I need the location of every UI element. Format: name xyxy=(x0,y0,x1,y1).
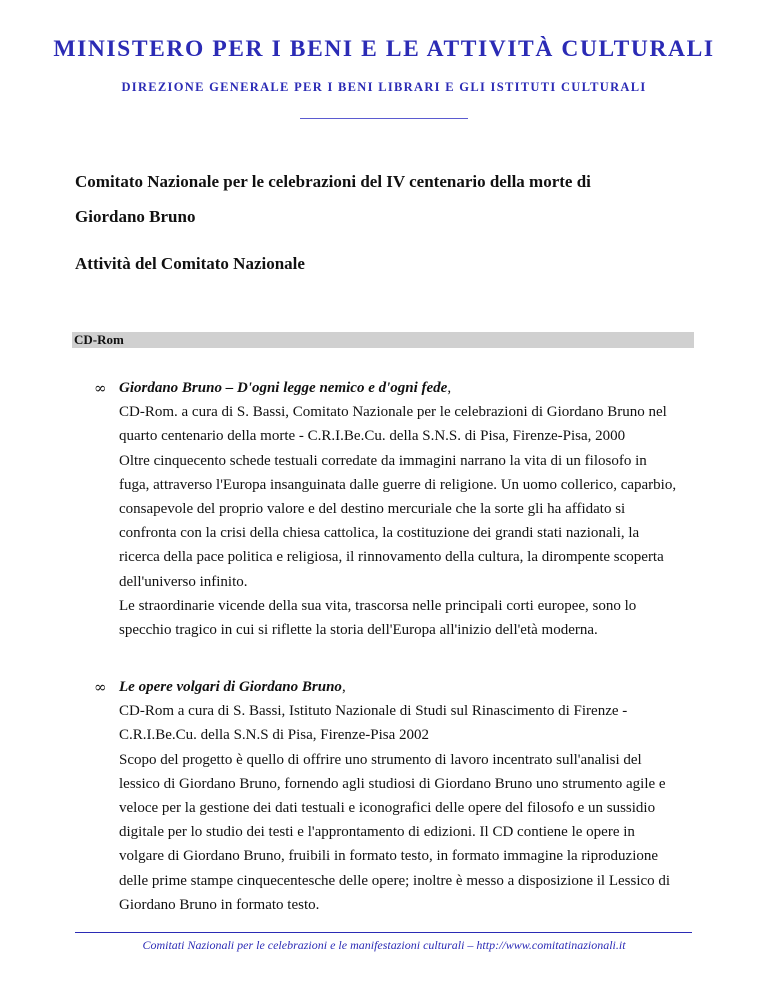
entry-line: fuga, attraverso l'Europa insanguinata dalle guerre di religione. Un uomo collerico, caparbio, xyxy=(119,476,677,493)
entry-line: specchio tragico in cui si riflette la storia dell'Europa all'inizio dell'età moderna. xyxy=(119,622,598,639)
entry-line: ricerca della pace politica e religiosa, il rinnovamento della cultura, la dirompente scoperta xyxy=(119,549,664,566)
section-label: CD-Rom xyxy=(74,332,124,347)
entry-body xyxy=(119,400,709,642)
direction-subheading: DIREZIONE GENERALE PER I BENI LIBRARI E GLI ISTITUTI CULTURALI xyxy=(121,80,647,94)
header-divider xyxy=(300,118,468,119)
entry-line: consapevole del proprio valore e del destino mercuriale che la sorte gli ha affidato si xyxy=(119,501,626,517)
entry-line: C.R.I.Be.Cu. della S.N.S di Pisa, Firenze-Pisa 2002 xyxy=(119,727,429,744)
entry-line: delle prime stampe cinquecentesche delle opere; inoltre è messo a disposizione il Lessico di xyxy=(119,872,671,889)
infinity-bullet-icon: ∞ xyxy=(94,678,107,696)
entry-line: Oltre cinquecento schede testuali corredate da immagini narrano la vita di un filosofo in xyxy=(119,452,647,469)
entry-line: confronta con la crisi della chiesa cattolica, la costituzione dei grandi stati nazionali, la xyxy=(119,525,640,542)
entry-line: digitale per lo studio dei testi e l'approntamento di edizioni. Il CD contiene le opere in xyxy=(119,824,635,841)
entry-line: CD-Rom a cura di S. Bassi, Istituto Nazionale di Studi sul Rinascimento di Firenze - xyxy=(119,703,628,720)
activity-heading: Attività del Comitato Nazionale xyxy=(75,254,305,273)
entry-line: Scopo del progetto è quello di offrire uno strumento di lavoro incentrato sull'analisi del xyxy=(119,751,642,768)
committee-title-line-1: Comitato Nazionale per le celebrazioni del IV centenario della morte di xyxy=(75,172,591,191)
entry-title-text: Le opere volgari di Giordano Bruno xyxy=(119,679,342,695)
entry-line: volgare di Giordano Bruno, fruibili in formato testo, in formato immagine la riproduzione xyxy=(119,848,659,865)
entry-line: lessico di Giordano Bruno, fornendo agli studiosi di Giordano Bruno uno strumento agile e xyxy=(119,775,666,792)
committee-title xyxy=(75,164,715,234)
entry-title-text: Giordano Bruno – D'ogni legge nemico e d'ogni fede xyxy=(119,380,448,396)
infinity-bullet-icon: ∞ xyxy=(94,379,107,397)
entry-title xyxy=(119,376,719,400)
entry-line: veloce per la gestione dei dati testuali e iconografici delle opere del filosofo e un sussidio xyxy=(119,800,656,816)
section-bar-cdrom xyxy=(72,332,694,348)
entry-title-punct: , xyxy=(341,679,346,695)
entry-line: Giordano Bruno in formato testo. xyxy=(119,896,320,913)
ministry-heading: MINISTERO PER I BENI E LE ATTIVITÀ CULTURALI xyxy=(53,36,715,62)
entry-body xyxy=(119,699,709,917)
entry-line: dell'universo infinito. xyxy=(119,573,248,590)
footer-text: Comitati Nazionali per le celebrazioni e le manifestazioni culturali – http://www.comitatinazionali.it xyxy=(142,938,626,952)
footer-divider xyxy=(75,932,692,933)
entry-title-punct: , xyxy=(447,380,452,396)
committee-title-line-2: Giordano Bruno xyxy=(75,207,196,226)
entry-line: Le straordinarie vicende della sua vita, trascorsa nelle principali corti europee, sono lo xyxy=(119,597,637,614)
entry-line: CD-Rom. a cura di S. Bassi, Comitato Nazionale per le celebrazioni di Giordano Bruno nel xyxy=(119,404,667,421)
entry-line: quarto centenario della morte - C.R.I.Be.Cu. della S.N.S. di Pisa, Firenze-Pisa, 2000 xyxy=(119,428,626,445)
entry-title xyxy=(119,675,719,699)
